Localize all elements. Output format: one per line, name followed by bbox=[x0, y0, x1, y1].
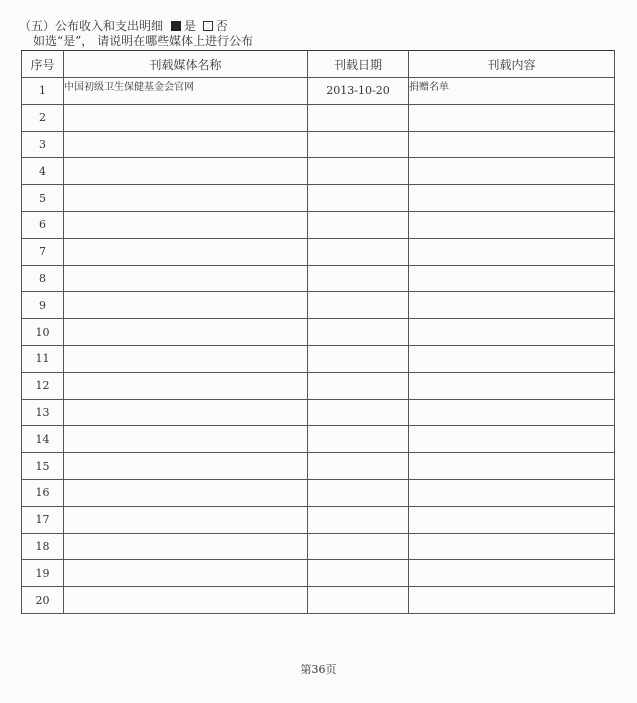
row-date-cell: 2013-10-20 bbox=[308, 78, 409, 105]
row-index-cell: 17 bbox=[22, 506, 64, 533]
row-date-cell bbox=[308, 292, 409, 319]
row-content-cell bbox=[409, 185, 615, 212]
row-date-cell bbox=[308, 587, 409, 614]
row-media-cell bbox=[64, 453, 308, 480]
row-media-cell bbox=[64, 185, 308, 212]
row-media-cell bbox=[64, 211, 308, 238]
header-media: 刊载媒体名称 bbox=[64, 51, 308, 78]
row-media-cell bbox=[64, 506, 308, 533]
row-date-cell bbox=[308, 426, 409, 453]
row-media-cell bbox=[64, 238, 308, 265]
row-index-cell: 3 bbox=[22, 131, 64, 158]
row-content-cell bbox=[409, 372, 615, 399]
row-media-cell bbox=[64, 158, 308, 185]
row-content-cell bbox=[409, 587, 615, 614]
row-date-cell bbox=[308, 104, 409, 131]
row-content-cell bbox=[409, 345, 615, 372]
row-index-cell: 14 bbox=[22, 426, 64, 453]
table-row bbox=[22, 265, 615, 292]
table-row bbox=[22, 104, 615, 131]
row-media-cell bbox=[64, 533, 308, 560]
row-date-cell bbox=[308, 453, 409, 480]
row-date-cell bbox=[308, 372, 409, 399]
row-date-cell bbox=[308, 399, 409, 426]
yes-checkbox[interactable] bbox=[171, 21, 181, 31]
instruction-text: 如选“是”， 请说明在哪些媒体上进行公布 bbox=[33, 34, 254, 48]
table-row bbox=[22, 506, 615, 533]
row-media-cell bbox=[64, 292, 308, 319]
page-number: 第36页 bbox=[300, 663, 337, 676]
row-index-cell: 5 bbox=[22, 185, 64, 212]
table-row bbox=[22, 78, 615, 105]
row-media-cell bbox=[64, 319, 308, 346]
table-row bbox=[22, 560, 615, 587]
no-label: 否 bbox=[215, 19, 228, 33]
row-index-cell: 9 bbox=[22, 292, 64, 319]
table-row bbox=[22, 158, 615, 185]
row-content-cell bbox=[409, 399, 615, 426]
row-media-cell bbox=[64, 399, 308, 426]
row-index-cell: 4 bbox=[22, 158, 64, 185]
row-content-cell bbox=[409, 104, 615, 131]
row-index-cell: 7 bbox=[22, 238, 64, 265]
row-content-cell bbox=[409, 238, 615, 265]
row-media-cell bbox=[64, 560, 308, 587]
row-date-cell bbox=[308, 533, 409, 560]
table-row bbox=[22, 453, 615, 480]
row-index-cell: 19 bbox=[22, 560, 64, 587]
table-row bbox=[22, 211, 615, 238]
no-checkbox[interactable] bbox=[203, 21, 213, 31]
table-row bbox=[22, 533, 615, 560]
row-content-cell: 捐赠名单 bbox=[409, 78, 615, 105]
row-content-cell bbox=[409, 426, 615, 453]
row-content-cell bbox=[409, 453, 615, 480]
row-content-cell bbox=[409, 506, 615, 533]
row-date-cell bbox=[308, 238, 409, 265]
table-row bbox=[22, 238, 615, 265]
row-date-cell bbox=[308, 479, 409, 506]
row-media-cell: 中国初级卫生保健基金会官网 bbox=[64, 78, 308, 105]
row-index-cell: 10 bbox=[22, 319, 64, 346]
row-date-cell bbox=[308, 345, 409, 372]
table-header-row bbox=[22, 51, 615, 78]
row-content-cell bbox=[409, 131, 615, 158]
row-index-cell: 2 bbox=[22, 104, 64, 131]
row-date-cell bbox=[308, 560, 409, 587]
row-date-cell bbox=[308, 265, 409, 292]
row-content-cell bbox=[409, 158, 615, 185]
row-content-cell bbox=[409, 533, 615, 560]
row-media-cell bbox=[64, 131, 308, 158]
table-row bbox=[22, 185, 615, 212]
row-media-cell bbox=[64, 479, 308, 506]
row-date-cell bbox=[308, 158, 409, 185]
row-content-cell bbox=[409, 211, 615, 238]
table-body bbox=[22, 78, 615, 614]
row-date-cell bbox=[308, 185, 409, 212]
row-index-cell: 12 bbox=[22, 372, 64, 399]
row-media-cell bbox=[64, 587, 308, 614]
row-date-cell bbox=[308, 211, 409, 238]
publication-table bbox=[21, 50, 615, 614]
row-media-cell bbox=[64, 426, 308, 453]
row-media-cell bbox=[64, 265, 308, 292]
row-index-cell: 20 bbox=[22, 587, 64, 614]
row-index-cell: 6 bbox=[22, 211, 64, 238]
row-index-cell: 13 bbox=[22, 399, 64, 426]
table-row bbox=[22, 479, 615, 506]
row-content-cell bbox=[409, 560, 615, 587]
row-index-cell: 8 bbox=[22, 265, 64, 292]
table-row bbox=[22, 399, 615, 426]
table-row bbox=[22, 587, 615, 614]
header-date: 刊载日期 bbox=[308, 51, 409, 78]
table-row bbox=[22, 345, 615, 372]
row-date-cell bbox=[308, 506, 409, 533]
yes-label: 是 bbox=[183, 19, 196, 33]
table-row bbox=[22, 319, 615, 346]
row-media-cell bbox=[64, 372, 308, 399]
table-row bbox=[22, 372, 615, 399]
row-date-cell bbox=[308, 319, 409, 346]
section-heading bbox=[19, 19, 228, 33]
row-index-cell: 11 bbox=[22, 345, 64, 372]
header-content: 刊载内容 bbox=[409, 51, 615, 78]
table-row bbox=[22, 292, 615, 319]
row-content-cell bbox=[409, 265, 615, 292]
row-index-cell: 16 bbox=[22, 479, 64, 506]
header-index: 序号 bbox=[22, 51, 64, 78]
section-title: （五）公布收入和支出明细 bbox=[19, 19, 164, 33]
row-index-cell: 18 bbox=[22, 533, 64, 560]
row-index-cell: 15 bbox=[22, 453, 64, 480]
row-media-cell bbox=[64, 104, 308, 131]
table-row bbox=[22, 426, 615, 453]
row-content-cell bbox=[409, 479, 615, 506]
row-media-cell bbox=[64, 345, 308, 372]
row-content-cell bbox=[409, 319, 615, 346]
row-index-cell: 1 bbox=[22, 78, 64, 105]
row-content-cell bbox=[409, 292, 615, 319]
row-date-cell bbox=[308, 131, 409, 158]
table-row bbox=[22, 131, 615, 158]
